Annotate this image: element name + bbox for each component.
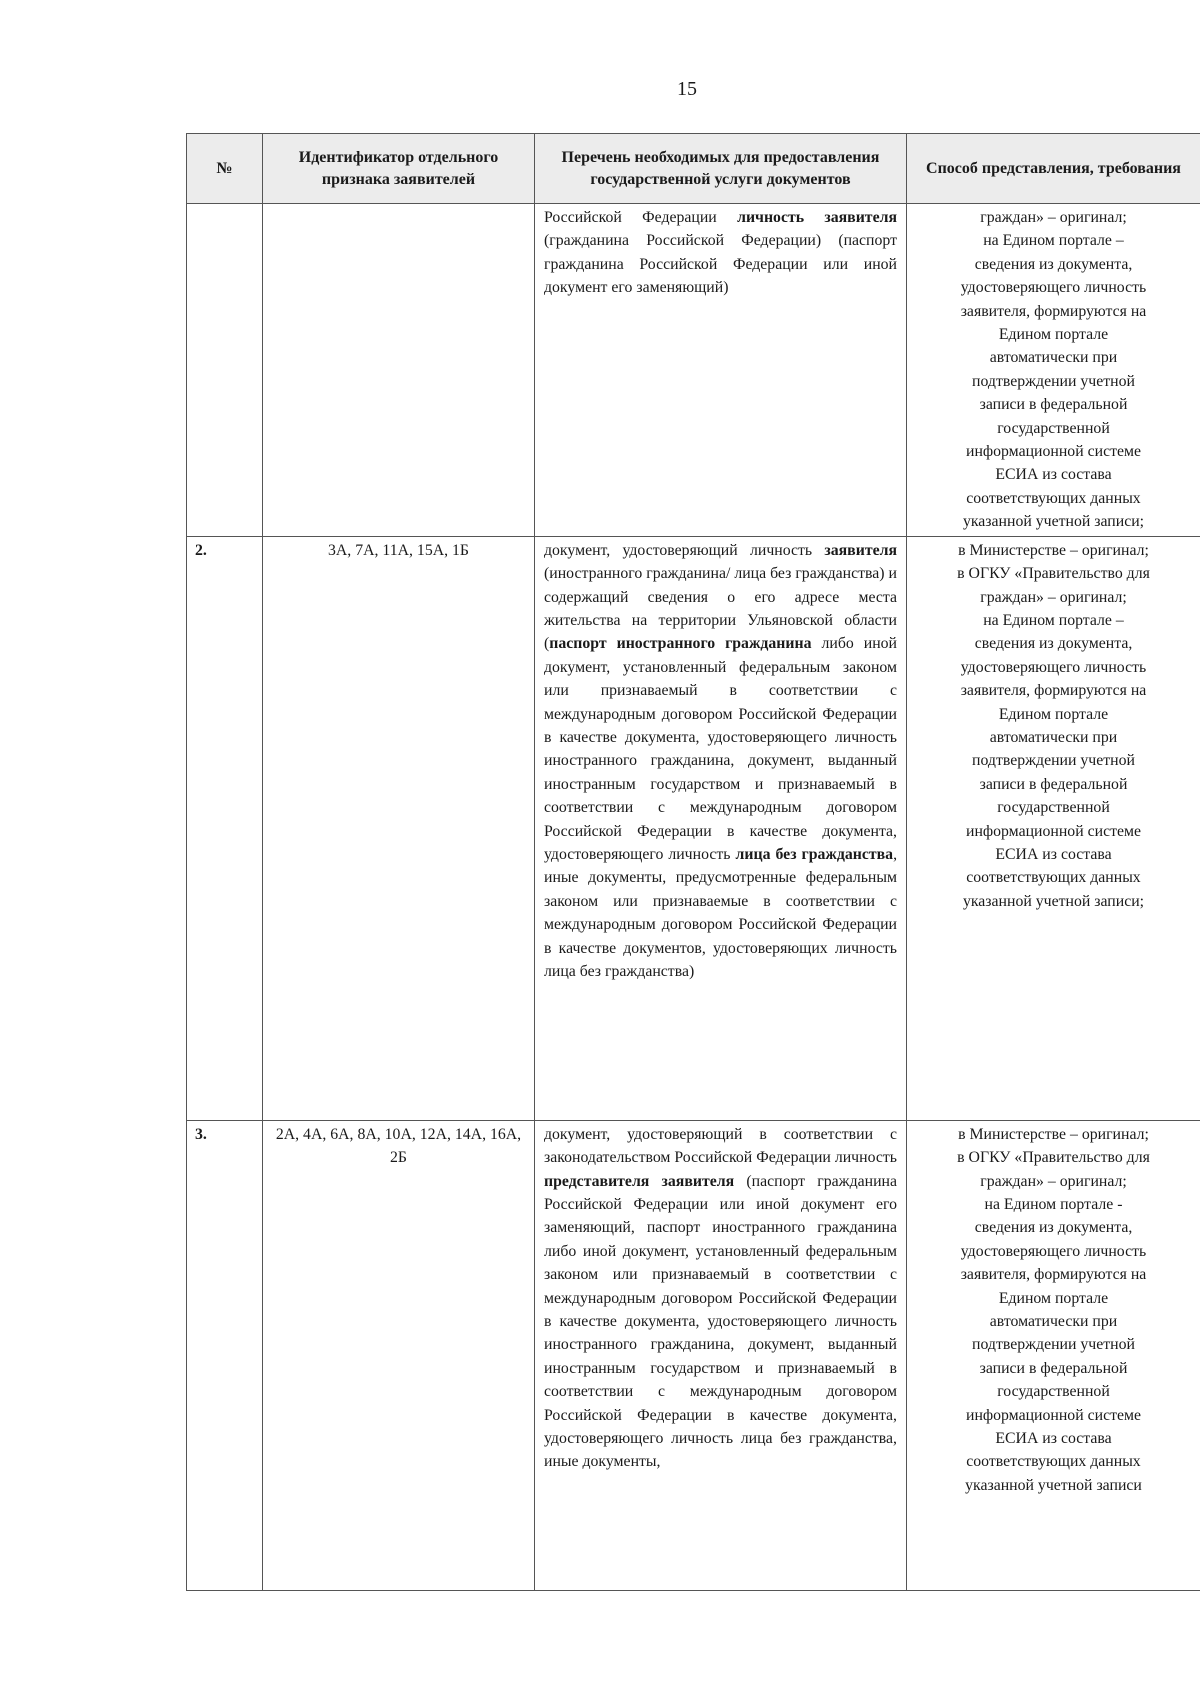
doc-text-bold: представителя заявителя [544, 1172, 735, 1190]
row-documents [535, 1120, 907, 1590]
method-line: автоматически при [989, 728, 1118, 746]
method-line: ЕСИА из состава [995, 845, 1112, 863]
row-documents [535, 536, 907, 1120]
method-line: на Едином портале - [984, 1195, 1123, 1213]
header-documents: Перечень необходимых для предоставления государственной услуги документов [535, 134, 907, 204]
row-identifier: 2А, 4А, 6А, 8А, 10А, 12А, 14А, 16А, 2Б [263, 1120, 535, 1590]
method-line: заявителя, формируются на [960, 682, 1147, 700]
method-line: информационной системе [965, 1406, 1141, 1424]
doc-text: Российской Федерации [544, 209, 738, 226]
doc-text-bold: личность заявителя [737, 209, 897, 226]
header-method: Способ представления, требования [907, 134, 1200, 204]
method-line: указанной учетной записи [965, 1476, 1142, 1494]
method-line: государственной [997, 419, 1110, 437]
method-line: Едином портале [998, 326, 1109, 344]
row-identifier: 3А, 7А, 11А, 15А, 1Б [263, 536, 535, 1120]
method-line: государственной [997, 1383, 1110, 1401]
row-number: 2. [187, 536, 263, 1120]
table-row [187, 204, 1200, 537]
method-line: соответствующих данных [966, 1453, 1141, 1471]
method-line: граждан» – оригинал; [980, 1172, 1127, 1190]
method-line: соответствующих данных [966, 869, 1141, 887]
table-header-row [187, 134, 1200, 204]
header-num: № [187, 134, 263, 204]
doc-text-bold: паспорт иностранного гражданина [549, 635, 812, 653]
row-documents [535, 204, 907, 537]
method-line: записи в федеральной [979, 396, 1128, 414]
method-line: граждан» – оригинал; [980, 209, 1127, 226]
method-line: государственной [997, 799, 1110, 817]
row-number [187, 204, 263, 537]
method-line: автоматически при [989, 349, 1118, 367]
method-line: в Министерстве – оригинал; [958, 541, 1149, 559]
method-line: Едином портале [998, 1289, 1109, 1307]
row-method [907, 536, 1200, 1120]
method-line: указанной учетной записи; [962, 892, 1145, 910]
method-line: в ОГКУ «Правительство для [957, 1149, 1150, 1167]
method-line: удостоверяющего личность [960, 1242, 1147, 1260]
method-line: ЕСИА из состава [995, 1429, 1112, 1447]
method-line: сведения из документа, [974, 1219, 1133, 1237]
doc-text: (гражданина Российской Федерации) (паспорт гражданина Российской Федерации или иной документ его заменяющий) [544, 232, 897, 297]
method-line: на Едином портале – [983, 611, 1124, 629]
method-line: подтверждении учетной [972, 372, 1135, 390]
method-line: сведения из документа, [974, 255, 1133, 273]
method-line: информационной системе [965, 822, 1141, 840]
method-line: сведения из документа, [974, 635, 1133, 653]
method-line: удостоверяющего личность [960, 658, 1147, 676]
method-line: граждан» – оригинал; [980, 588, 1127, 606]
method-line: заявителя, формируются на [960, 302, 1147, 320]
row-method [907, 1120, 1200, 1590]
method-line: в ОГКУ «Правительство для [957, 565, 1150, 583]
method-line: соответствующих данных [966, 489, 1141, 507]
method-line: записи в федеральной [979, 1359, 1128, 1377]
doc-text-bold: лица без гражданства [735, 845, 894, 863]
doc-text-bold: заявителя [824, 541, 897, 559]
method-line: записи в федеральной [979, 775, 1128, 793]
method-line: заявителя, формируются на [960, 1266, 1147, 1284]
method-line: подтверждении учетной [972, 752, 1135, 770]
method-line: удостоверяющего личность [960, 279, 1147, 297]
documents-table [186, 133, 1200, 1591]
method-line: на Едином портале – [983, 232, 1124, 250]
doc-text: (иностранного гражданина/ лица без гражданства) и содержащий сведения о его адресе места жительства на территории Ульяновской области ( [544, 565, 897, 653]
method-line: подтверждении учетной [972, 1336, 1135, 1354]
table-row [187, 1120, 1200, 1590]
doc-text: , иные документы, предусмотренные федеральным законом или признаваемые в соответствии с международным договором Российской Федерации в качестве документов, удостоверяющих личность лица без гражданства) [544, 845, 898, 980]
doc-text: (паспорт гражданина Российской Федерации или иной документ его заменяющий, паспорт иностранного гражданина либо иной документ, установленный федеральным законом или признаваемый в соответствии с международным договором Российской Федерации в качестве документа, удостоверяющего личность иностранного гражданина, документ, выданный иностранным государством и признаваемый в соответствии с международным договором Российской Федерации в качестве документа, удостоверяющего личность лица без гражданства, иные документы, [544, 1172, 897, 1471]
table-row [187, 536, 1200, 1120]
page-number: 15 [677, 78, 697, 100]
method-line: указанной учетной записи; [962, 513, 1145, 531]
method-line: в Министерстве – оригинал; [958, 1125, 1149, 1143]
row-number: 3. [187, 1120, 263, 1590]
doc-text: либо иной документ, установленный федеральным законом или признаваемый в соответствии с международным договором Российской Федерации в качестве документа, удостоверяющего личность иностранного гражданина, документ, выданный иностранным государством и признаваемый в соответствии с международным договором Российской Федерации в качестве документа, удостоверяющего личность [544, 635, 898, 863]
method-line: автоматически при [989, 1312, 1118, 1330]
method-line: ЕСИА из состава [995, 466, 1112, 484]
header-identifier: Идентификатор отдельного признака заявителей [263, 134, 535, 204]
method-line: информационной системе [965, 443, 1141, 461]
method-line: Едином портале [998, 705, 1109, 723]
doc-text: документ, удостоверяющий в соответствии с законодательством Российской Федерации личность [544, 1125, 897, 1167]
doc-text: документ, удостоверяющий личность [544, 541, 825, 559]
row-method [907, 204, 1200, 537]
row-identifier [263, 204, 535, 537]
